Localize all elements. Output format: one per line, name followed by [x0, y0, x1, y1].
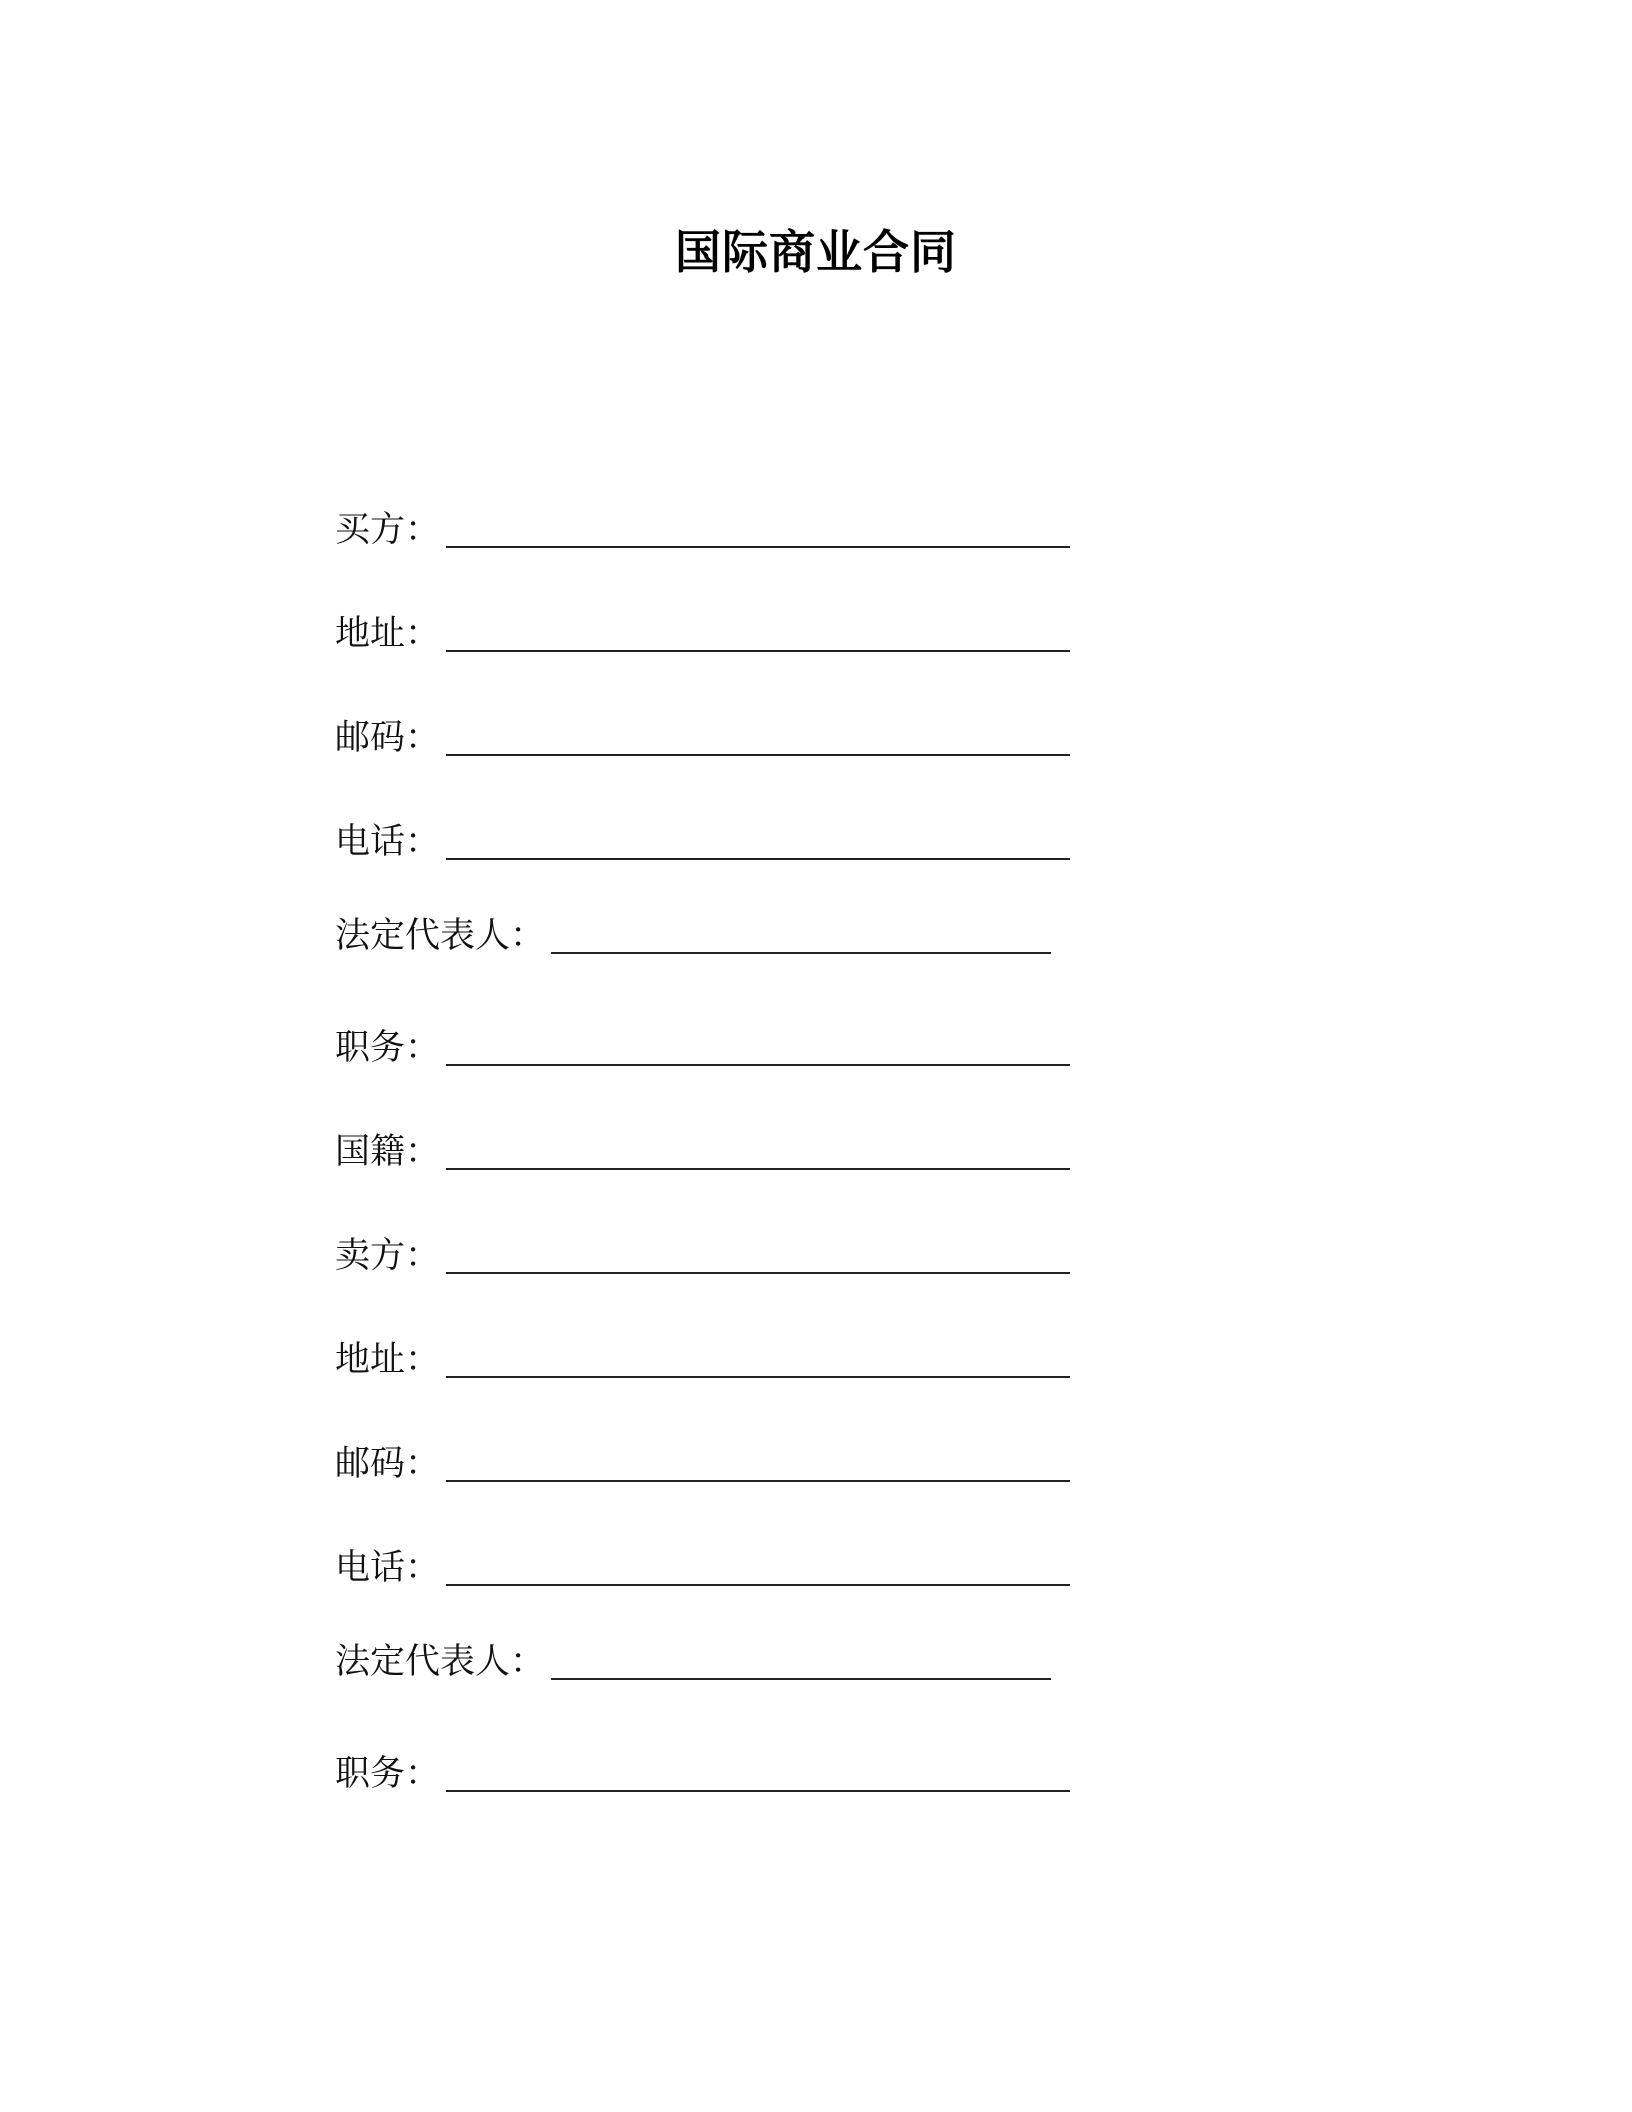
- seller-address-field: [335, 1330, 1070, 1382]
- field-label: 邮码：: [335, 1444, 441, 1484]
- fill-in-blank[interactable]: [446, 754, 1070, 756]
- field-label: 电话：: [335, 1548, 441, 1588]
- buyer-address-field: [335, 604, 1070, 656]
- seller-postcode-field: [335, 1434, 1070, 1486]
- field-label: 国籍：: [335, 1132, 441, 1172]
- fill-in-blank[interactable]: [446, 1272, 1070, 1274]
- seller-legal-rep-field: [335, 1632, 1051, 1684]
- field-label: 地址：: [335, 1340, 441, 1380]
- fill-in-blank[interactable]: [446, 1480, 1070, 1482]
- fill-in-blank[interactable]: [446, 1790, 1070, 1792]
- field-label: 邮码：: [335, 718, 441, 758]
- fill-in-blank[interactable]: [446, 1064, 1070, 1066]
- fill-in-blank[interactable]: [446, 858, 1070, 860]
- fill-in-blank[interactable]: [446, 546, 1070, 548]
- seller-phone-field: [335, 1538, 1070, 1590]
- field-label: 职务：: [335, 1754, 441, 1794]
- fill-in-blank[interactable]: [551, 952, 1051, 954]
- fill-in-blank[interactable]: [446, 1584, 1070, 1586]
- buyer-position-field: [335, 1018, 1070, 1070]
- fill-in-blank[interactable]: [446, 1376, 1070, 1378]
- field-label: 电话：: [335, 822, 441, 862]
- field-label: 地址：: [335, 614, 441, 654]
- field-label: 法定代表人：: [335, 916, 546, 956]
- buyer-legal-rep-field: [335, 906, 1051, 958]
- buyer-phone-field: [335, 812, 1070, 864]
- field-label: 卖方：: [335, 1236, 441, 1276]
- document-title: 国际商业合同: [675, 225, 957, 279]
- seller-name-field: [335, 1226, 1070, 1278]
- seller-position-field: [335, 1744, 1070, 1796]
- buyer-postcode-field: [335, 708, 1070, 760]
- field-label: 职务：: [335, 1028, 441, 1068]
- fill-in-blank[interactable]: [446, 650, 1070, 652]
- field-label: 买方：: [335, 510, 441, 550]
- buyer-nationality-field: [335, 1122, 1070, 1174]
- field-label: 法定代表人：: [335, 1642, 546, 1682]
- buyer-name-field: [335, 500, 1070, 552]
- fill-in-blank[interactable]: [551, 1678, 1051, 1680]
- fill-in-blank[interactable]: [446, 1168, 1070, 1170]
